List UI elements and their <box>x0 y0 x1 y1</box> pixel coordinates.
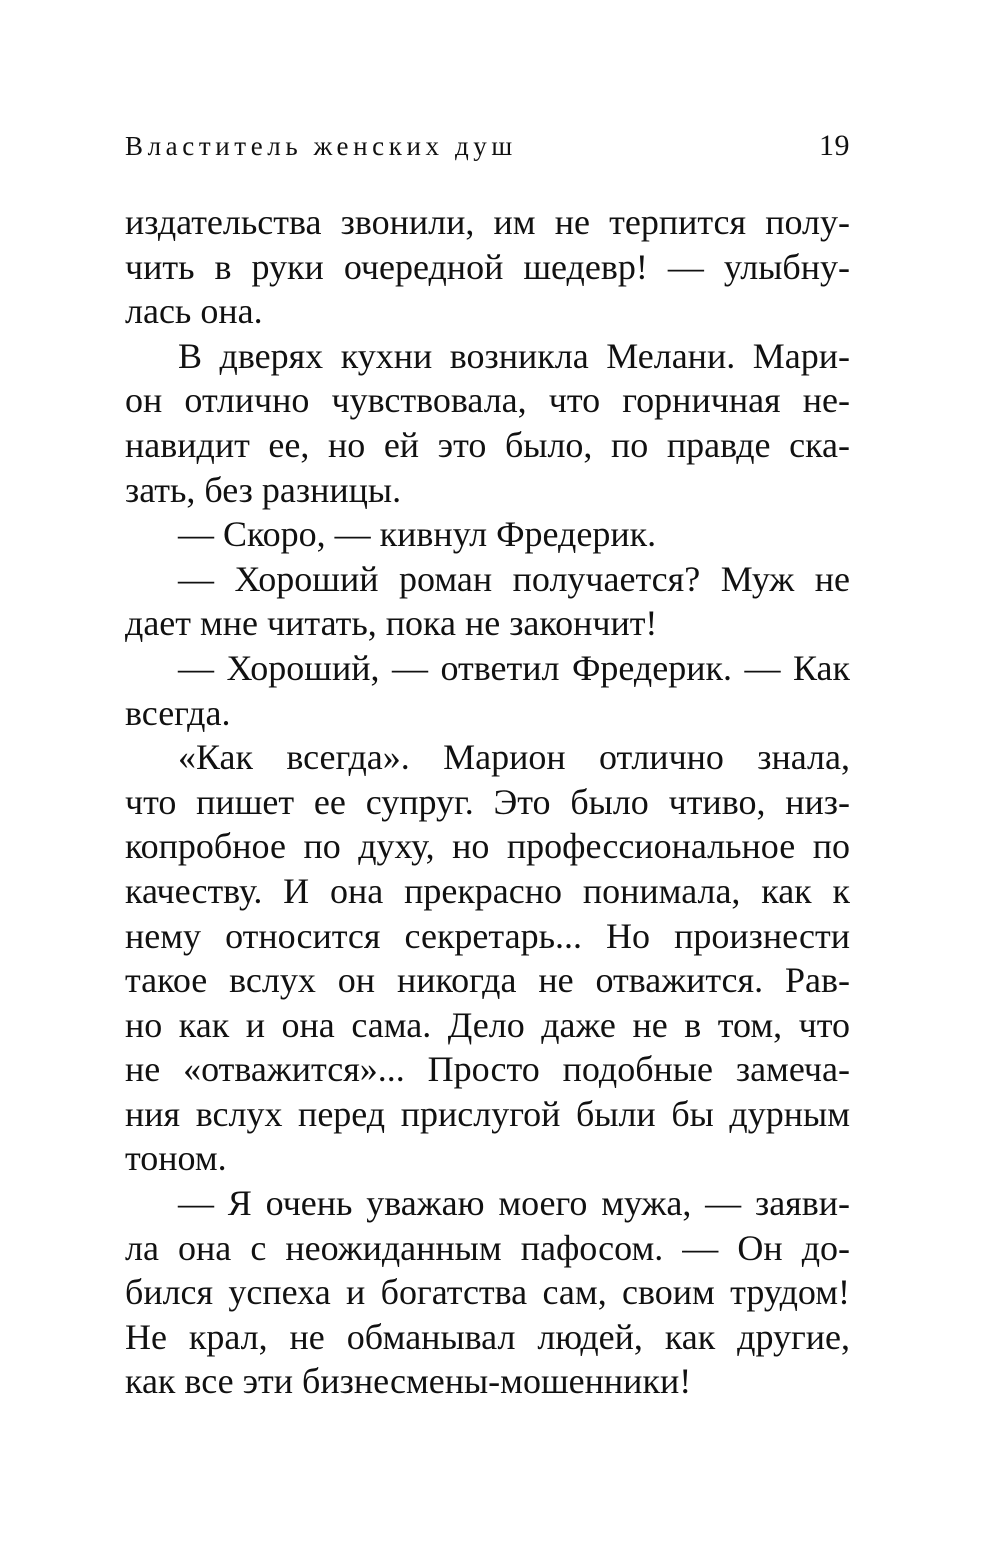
text-line: Не крал, не обманывал людей, как другие, <box>125 1316 850 1357</box>
text-line: В дверях кухни возникла Мелани. Мари- <box>178 335 850 376</box>
text-line: всегда. <box>125 692 231 733</box>
text-line: «Как всегда». Марион отлично знала, <box>178 737 850 778</box>
text-line: нему относится секретарь... Но произнести <box>125 915 850 956</box>
running-title: Властитель женских душ <box>125 131 517 161</box>
text-line: но как и она сама. Дело даже не в том, что <box>125 1004 850 1045</box>
running-head <box>125 126 850 166</box>
text-line: такое вслух он никогда не отважится. Рав- <box>125 960 850 1001</box>
text-line: — Хороший, — ответил Фредерик. — Как <box>178 647 850 688</box>
book-page <box>125 0 850 1562</box>
text-line: навидит ее, но ей это было, по правде ска- <box>125 424 850 465</box>
text-line: бился успеха и богатства сам, своим трудом! <box>125 1272 850 1313</box>
text-line: — Хороший роман получается? Муж не <box>178 558 850 599</box>
text-line: ния вслух перед прислугой были бы дурным <box>125 1093 850 1134</box>
text-line: качеству. И она прекрасно понимала, как к <box>125 870 850 911</box>
body-text <box>125 200 850 1404</box>
text-line: чить в руки очередной шедевр! — улыбну- <box>125 246 850 287</box>
text-line: тоном. <box>125 1138 227 1179</box>
text-line: ла она с неожиданным пафосом. — Он до- <box>125 1227 850 1268</box>
text-line: зать, без разницы. <box>125 469 402 510</box>
text-line: что пишет ее супруг. Это было чтиво, низ- <box>125 781 850 822</box>
page-number: 19 <box>819 129 850 162</box>
text-line: копробное по духу, но профессиональное по <box>125 826 850 867</box>
text-line: издательства звонили, им не терпится полу- <box>125 202 850 242</box>
text-line: — Скоро, — кивнул Фредерик. <box>178 514 657 555</box>
text-line: не «отважится»... Просто подобные замеча- <box>125 1049 850 1090</box>
text-line: он отлично чувствовала, что горничная не- <box>125 380 850 421</box>
text-line: лась она. <box>125 291 263 332</box>
text-line: — Я очень уважаю моего мужа, — заяви- <box>178 1183 850 1224</box>
text-line: как все эти бизнесмены-мошенники! <box>125 1361 692 1402</box>
text-line: дает мне читать, пока не закончит! <box>125 603 658 644</box>
